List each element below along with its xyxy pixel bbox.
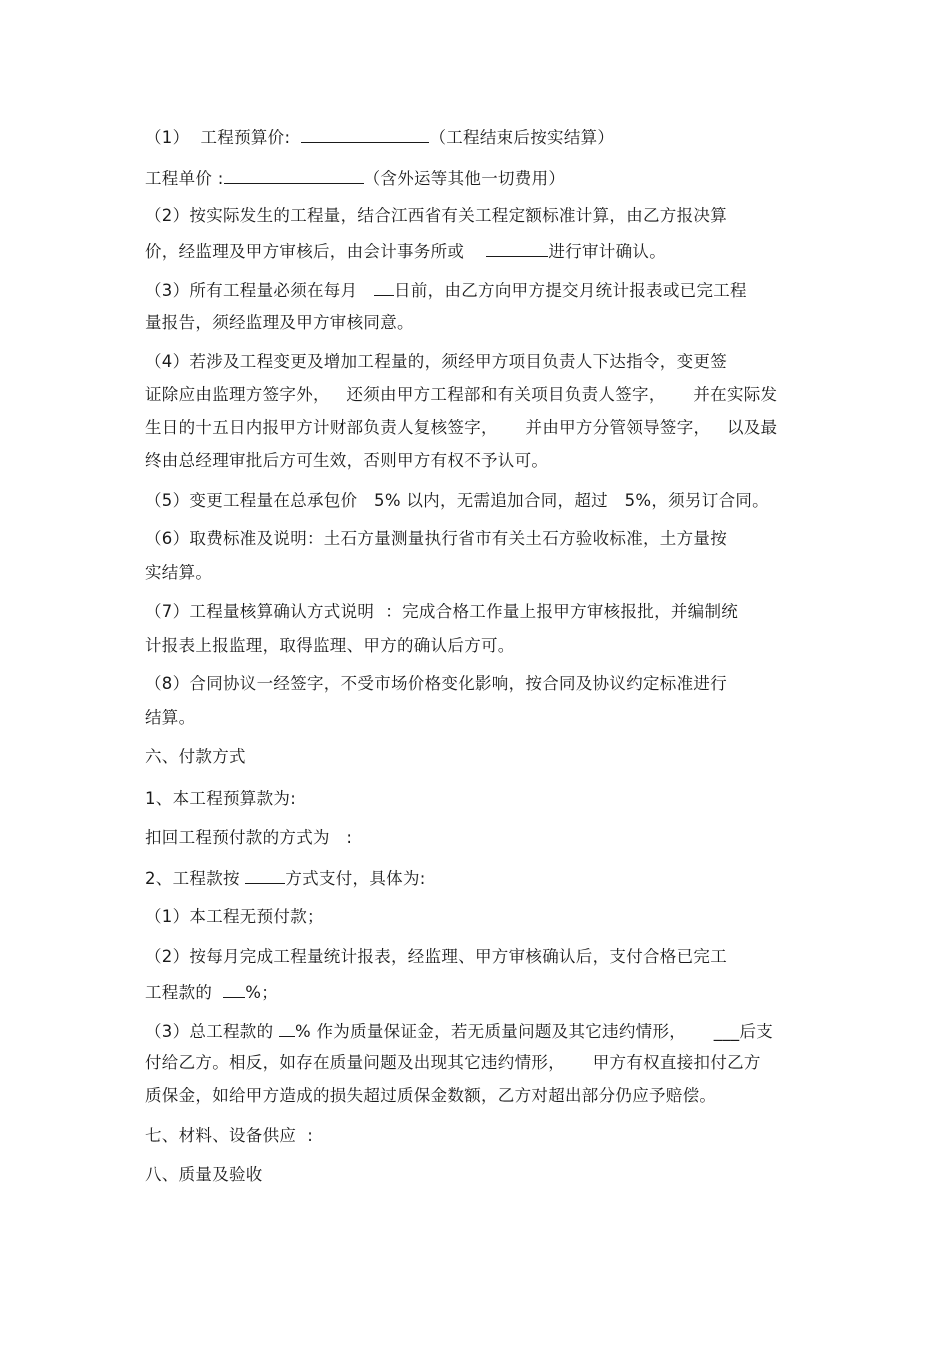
clause-6-line-2 — [145, 562, 212, 584]
payment-sub-2-line-1 — [145, 946, 727, 968]
clause-7-line-2 — [145, 635, 515, 657]
line-text: 方式支付，具体为: — [285, 869, 426, 888]
payment-sub-2-line-2 — [145, 980, 278, 1004]
clause-3-line-2 — [145, 312, 414, 334]
clause-7-line-1 — [145, 601, 738, 623]
line-text: （1） 工程预算价: — [145, 128, 302, 147]
line-text: 工程款的 — [145, 983, 224, 1002]
line-text: % 作为质量保证金，若无质量问题及其它违约情形， ___后支 — [294, 1022, 774, 1041]
clause-5-line — [145, 490, 769, 512]
line-text: （3）总工程款的 — [145, 1022, 279, 1041]
fill-blank — [374, 278, 394, 296]
line-text: %； — [245, 983, 279, 1002]
section-6-heading — [145, 746, 246, 768]
section-heading: 七、材料、设备供应 : — [145, 1126, 314, 1145]
payment-item-2 — [145, 866, 426, 890]
payment-sub-3-line-3 — [145, 1085, 716, 1107]
line-text: （含外运等其他一切费用） — [363, 169, 566, 188]
line-text: （3）所有工程量必须在每月 — [145, 281, 375, 300]
clause-4-line-3 — [145, 417, 777, 439]
line-text: 结算。 — [145, 708, 196, 727]
unit-price-line — [145, 166, 565, 190]
clause-2-line-2 — [145, 239, 666, 263]
line-text: 2、工程款按 — [145, 869, 246, 888]
fill-blank — [223, 980, 245, 998]
section-heading: 八、质量及验收 — [145, 1165, 263, 1184]
line-text: （2）按实际发生的工程量，结合江西省有关工程定额标准计算，由乙方报决算 — [145, 206, 727, 225]
line-text: 进行审计确认。 — [548, 242, 666, 261]
section-7-heading — [145, 1125, 313, 1147]
line-text: 终由总经理审批后方可生效，否则甲方有权不予认可。 — [145, 451, 549, 470]
line-text: （8）合同协议一经签字，不受市场价格变化影响，按合同及协议约定标准进行 — [145, 674, 727, 693]
line-text: （2）按每月完成工程量统计报表，经监理、甲方审核确认后，支付合格已完工 — [145, 947, 727, 966]
clause-8-line-1 — [145, 673, 727, 695]
clause-8-line-2 — [145, 707, 195, 729]
line-text: 1、本工程预算款为: — [145, 789, 297, 808]
fill-blank — [301, 125, 429, 143]
line-text: （7）工程量核算确认方式说明 ：完成合格工作量上报甲方审核报批，并编制统 — [145, 602, 739, 621]
clause-4-line-2 — [145, 384, 777, 406]
section-heading: 六、付款方式 — [145, 747, 246, 766]
line-text: （5）变更工程量在总承包价 5% 以内，无需追加合同，超过 5%，须另订合同。 — [145, 491, 769, 510]
line-text: 日前，由乙方向甲方提交月统计报表或已完工程 — [394, 281, 747, 300]
line-text: 扣回工程预付款的方式为 : — [145, 828, 353, 847]
payment-sub-1 — [145, 906, 324, 928]
clause-6-line-1 — [145, 528, 727, 550]
payment-sub-3-line-1 — [145, 1019, 773, 1043]
fill-blank — [486, 239, 548, 257]
line-text: 生日的十五日内报甲方计财部负责人复核签字， 并由甲方分管领导签字， 以及最 — [145, 418, 778, 437]
line-text: （6）取费标准及说明：土石方量测量执行省市有关土石方验收标准，土方量按 — [145, 529, 727, 548]
line-text: （4）若涉及工程变更及增加工程量的，须经甲方项目负责人下达指令，变更签 — [145, 352, 727, 371]
line-text: 质保金，如给甲方造成的损失超过质保金数额，乙方对超出部分仍应予赔偿。 — [145, 1086, 717, 1105]
line-text: （工程结束后按实结算） — [429, 128, 615, 147]
payment-deduction-line — [145, 827, 352, 849]
clause-2-line-1 — [145, 205, 727, 227]
line-text: 量报告，须经监理及甲方审核同意。 — [145, 313, 414, 332]
line-text: 实结算。 — [145, 563, 213, 582]
fill-blank — [279, 1019, 295, 1037]
budget-price-line — [145, 125, 614, 149]
line-text: 价，经监理及甲方审核后，由会计事务所或 — [145, 242, 487, 261]
clause-4-line-4 — [145, 450, 548, 472]
line-text: 计报表上报监理，取得监理、甲方的确认后方可。 — [145, 636, 515, 655]
section-8-heading — [145, 1164, 263, 1186]
clause-3-line-1 — [145, 278, 747, 302]
line-text: （1）本工程无预付款； — [145, 907, 324, 926]
payment-item-1 — [145, 788, 296, 810]
payment-sub-3-line-2 — [145, 1052, 761, 1074]
line-text: 工程单价 : — [145, 169, 224, 188]
fill-blank — [224, 166, 364, 184]
line-text: 付给乙方。相反，如存在质量问题及出现其它违约情形， 甲方有权直接扣付乙方 — [145, 1053, 761, 1072]
line-text: 证除应由监理方签字外， 还须由甲方工程部和有关项目负责人签字， 并在实际发 — [145, 385, 778, 404]
clause-4-line-1 — [145, 351, 727, 373]
fill-blank — [245, 866, 285, 884]
